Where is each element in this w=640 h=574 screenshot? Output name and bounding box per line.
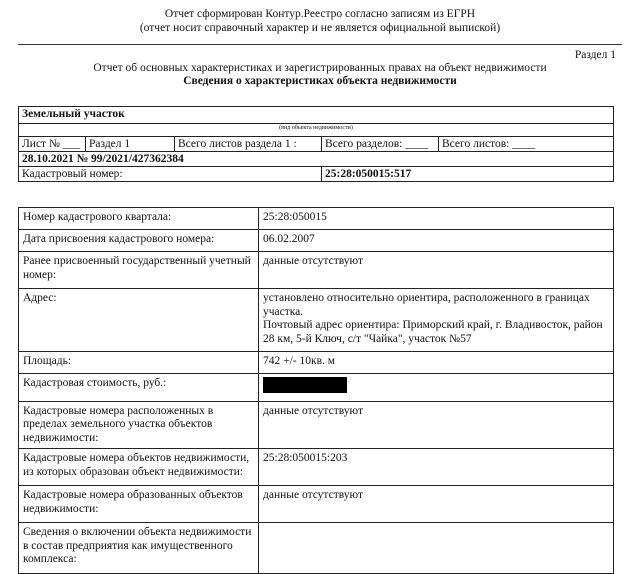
sheet-section: Раздел 1 [86, 137, 175, 152]
row-value: 25:28:050015 [259, 208, 614, 230]
row-value: 25:28:050015:203 [259, 449, 614, 486]
sheet-total-sections: Всего разделов: ____ [322, 137, 439, 152]
row-value [259, 374, 614, 402]
report-subtitle: Сведения о характеристиках объекта недвижимости [183, 75, 457, 87]
table-row [19, 208, 614, 230]
row-label: Сведения о включении объекта недвижимости в состав предприятия как имущественного комплекса: [19, 523, 259, 574]
table-row [19, 230, 614, 252]
row-label: Адрес: [19, 289, 259, 352]
object-header-table [18, 106, 614, 182]
row-value: данные отсутствуют [259, 252, 614, 289]
header-line-2: (отчет носит справочный характер и не является официальной выпиской) [139, 22, 501, 34]
table-row [19, 352, 614, 374]
table-row [19, 252, 614, 289]
row-label: Номер кадастрового квартала: [19, 208, 259, 230]
row-label: Ранее присвоенный государственный учетный номер: [19, 252, 259, 289]
report-title: Отчет об основных характеристиках и зарегистрированных правах на объект недвижимости [93, 62, 547, 74]
row-value: 742 +/- 10кв. м [259, 352, 614, 374]
row-label: Площадь: [19, 352, 259, 374]
date-number: 28.10.2021 № 99/2021/427362384 [19, 152, 614, 167]
cadastral-value: 25:28:050015:517 [322, 167, 614, 182]
redaction-box [263, 377, 347, 393]
header-line-1: Отчет сформирован Контур.Реестро согласно записям из ЕГРН [164, 8, 476, 20]
sheet-total-sheets: Всего листов: ____ [439, 137, 614, 152]
row-value: 06.02.2007 [259, 230, 614, 252]
header-divider [18, 44, 622, 45]
row-label: Дата присвоения кадастрового номера: [19, 230, 259, 252]
row-value: данные отсутствуют [259, 486, 614, 523]
table-row [19, 401, 614, 449]
table-row [19, 523, 614, 574]
row-value: данные отсутствуют [259, 401, 614, 449]
section-label: Раздел 1 [574, 49, 616, 61]
cadastral-label: Кадастровый номер: [19, 167, 322, 182]
object-type-caption: (вид объекта недвижимости) [19, 124, 614, 137]
sheet-total-section: Всего листов раздела 1 : [175, 137, 322, 152]
characteristics-table [18, 207, 614, 574]
sheet-list-no: Лист № ___ [19, 137, 86, 152]
table-row [19, 289, 614, 352]
row-label: Кадастровые номера объектов недвижимости, из которых образован объект недвижимости: [19, 449, 259, 486]
object-type: Земельный участок [19, 107, 614, 124]
row-value [259, 523, 614, 574]
table-row [19, 449, 614, 486]
row-label: Кадастровые номера образованных объектов недвижимости: [19, 486, 259, 523]
row-label: Кадастровые номера расположенных в пределах земельного участка объектов недвижимости: [19, 401, 259, 449]
row-label: Кадастровая стоимость, руб.: [19, 374, 259, 402]
row-value: установлено относительно ориентира, расположенного в границах участка. Почтовый адрес ориентира: Приморский край, г. Владивосток, район 28 км, 5-й Ключ, с/т "Чайка", участок №57 [259, 289, 614, 352]
table-row [19, 374, 614, 402]
table-row [19, 486, 614, 523]
